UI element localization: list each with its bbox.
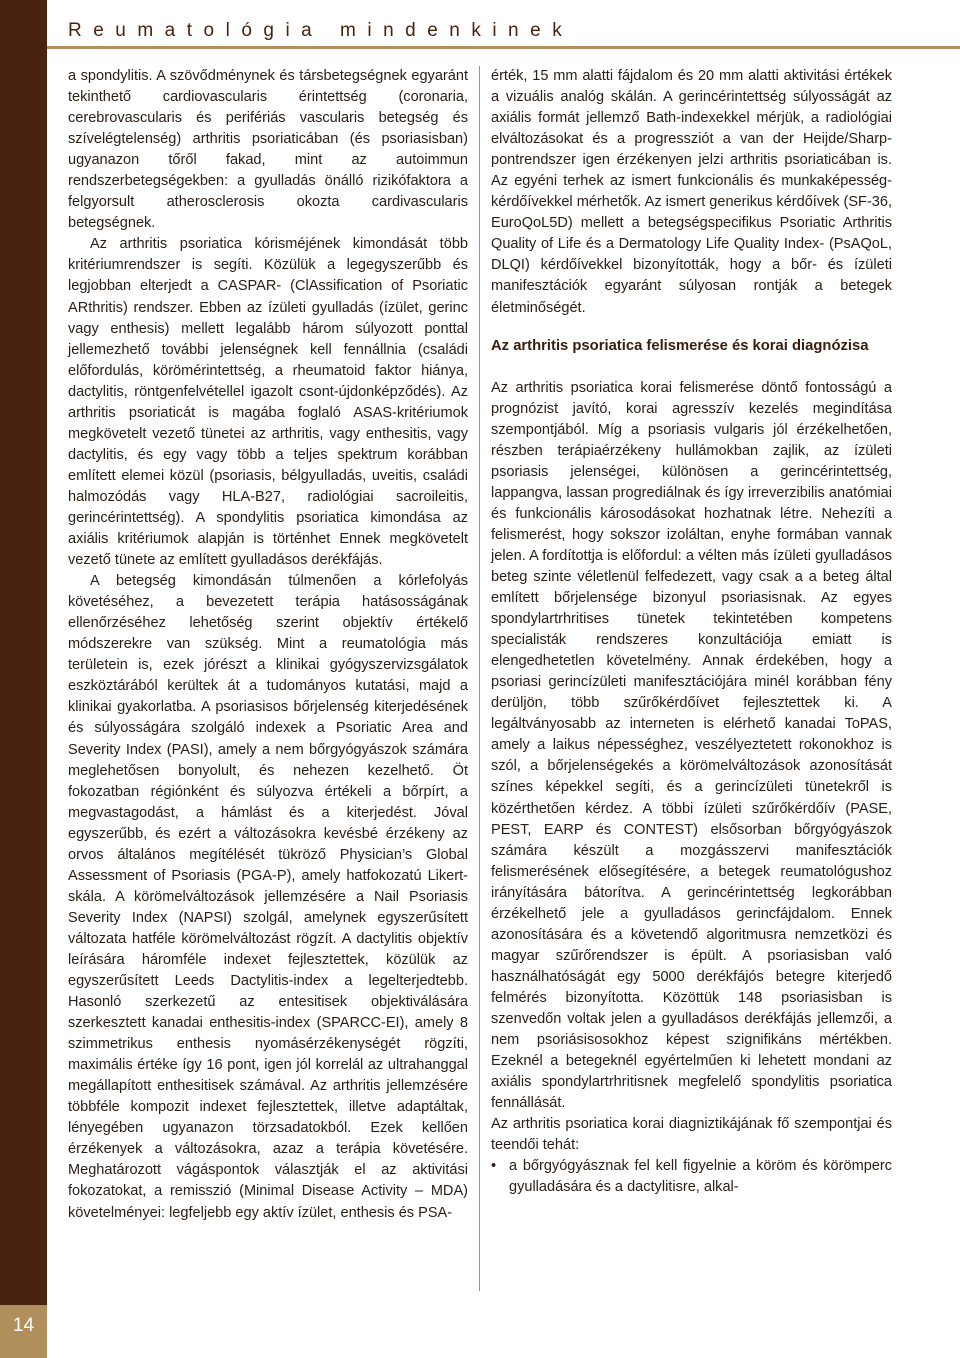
paragraph: A betegség kimondásán túlmenően a kórlefolyás követéséhez, a bevezetett terápia hatásosságának ellenőrzéséhez lehetőség szerint objektív értékelő módszerekre van szükség. Mint a reumatológia más területein is, ezek jórészt a klinikai gyógyszervizsgálatok eszköztárából kerültek át a tudományos kutatási, majd a klinikai gyakorlatba. A psoriasisos bőrjelenség kiterjedésének és súlyosságára szolgáló indexek a Psoriatic Area and Severity Index (PASI), amely a nem bőrgyógyászok számára meglehetősen bonyolult, és nehezen kezelhető. Öt fokozatban régiónként és súlyozva értékeli a bőrpírt, a megvastagodást, a hámlást és a kiterjedést. Jóval egyszerűbb, és ezért a változásokra kevésbé érzékeny az orvos általános megítélését tükröző Physician’s Global Assessment of Psoriasis (PGA-P), amely hatfokozatú Likert-skála. A körömelváltozások jellemzésére a Nail Psoriasis Severity Index (NAPSI) szolgál, amelynek egyszerűsített változata hatféle körömelváltozást rögzít. A dactylitis objektív leírására háromféle indexet fejlesztettek, közülük az egyszerűsített Leeds Dactylitis-index a legelterjedtebb. Hasonló szerkezetű az entesitisek objektiválására szerkesztett kanadai enthesitis-index (SPARCC-EI), amely 8 szimmetrikus enthesis nyomásérzékenységét rögzíti, maximális értéke így 16 pont, igen jól korrelál az ultrahanggal megállapított enthesitisek számával. Az arthritis jellemzésére többféle kompozit indexet fejlesztettek, illetve adaptáltak, lényegében ugyanazon törzsadatokból. Ezek kellően érzékenyek a változásokra, azaz a terápia követésére. Meghatározott vágáspontok választják el az aktivitási fokozatokat, a remisszió (Minimal Disease Activity – MDA) követelményei: legfeljebb egy aktív ízület, enthesis és PSA- — [68, 573, 468, 1221]
bullet-item — [491, 1156, 892, 1198]
paragraph: Az arthritis psoriatica korai felismerése döntő fontosságú a prognózist javító, korai agresszív kezelés megindítása szempontjából. Míg a psoriasis vulgaris jól érzékelhetően, részben terápiaérzékeny hullámokban zajlik, az ízületi psoriasis jelenségei, különösen a gerincérintettség, lappangva, lassan progrediálnak és így irreverzibilis anatómiai és funkcionális károsodásokat hozhatnak létre. Nehezíti a felismerést, hogy sokszor izoláltan, enyhe formában vannak jelen. A fordítottja is előfordul: a vélten más ízületi gyulladásos beteg szinte véletlenül felfedezett, vagy csak a a beteg által említett bőrjelensége bizonyul psoriasisnak. Az egyes spondylartrhritises tünetek tekintetében kompetens specialisták rendszeres konzultációja emiatt is elengedhetetlen követelmény. Annak érdekében, hogy a psoriasi gerincízületi manifesztációjára minél korábban fény derüljön, több szűrőkérdőívet fejlesztettek ki. A legáltványosabb az interneten is elérhető kanadai ToPAS, amely a laikus népességhez, veszélyeztetett rokonokhoz is szól, a bőrjelenségekés a körömelváltozások azonosítását színes képekkel segíti, és a gerincízületi tünetekről is közérthetően kérdez. A többi ízületi szűrőkérdőív (PASE, PEST, EARP és CONTEST) elsősorban bőrgyógyászok számára készült a mozgásszervi manifesztációk felismerésének elősegítésére, a betegek reumatológushoz irányítására bátorítva. A gerincérintettség legkorábban érzékelhető jele a gyulladásos gerincfájdalom. Ennek azonosítására és a követendő algoritmusra nemzetközi és magyar szűrőrendszer is épült. A psoriasisban való használhatóságát egy 5000 derékfájós betegre kiterjedő felmérés bizonyította. Közöttük 148 psoriasisban is szenvedőn voltak jelen a gyulladásos derékfájás jellemzői, a nem psoriásisosokhoz képest szignifikáns mértékben. Ezeknél a betegeknél egyértelműen ki lehetett mondani az axiális spondylartrhritisnek megfelelő spondylitis psoriatica fennállását. — [491, 379, 892, 1112]
bullet-text: a bőrgyógyásznak fel kell figyelnie a köröm és körömperc gyulladására és a dactylitisre, alkal- — [509, 1158, 892, 1196]
bullet-dot: • — [491, 1158, 497, 1175]
right-column — [491, 66, 892, 1198]
page-number: 14 — [12, 1315, 35, 1336]
column-divider — [479, 66, 480, 1291]
paragraph: érték, 15 mm alatti fájdalom és 20 mm alatti aktivitási értékek a vizuális analóg skálán. A gerincérintettség súlyosságát az axiális formát jellemző Bath-indexekkel mérjük, a radiológiai elváltozásokat és a progressziót a van der Heijde/Sharp-pontrendszer igen érzékenyen jelzi arthritis psoriaticában is. Az egyéni terhek az ismert funkcionális és munkaképesség-kérdőívekkel mérhetők. Az ismert generikus kérdőívek (SF-36, EuroQoL5D) mellett a betegségspecifikus Psoriatic Arthritis Quality of Life és a Dermatology Life Quality Index- (PsAQoL, DLQI) kérdőívekkel bizonyították, hogy a bőr- és ízületi manifesztációk egyaránt súlyosan rontják a betegek életminőségét. — [491, 68, 893, 316]
sidebar-band — [0, 0, 47, 1305]
paragraph: Az arthritis psoriatica kórisméjének kimondását több kritériumrendszer is segíti. Közülük a legegyszerűbb és legjobban elterjedt a CASPAR- (ClAssification of Psoriatic ARthritis) rendszer. Ebben az ízületi gyulladás (ízület, gerinc vagy enthesis) mellett legalább három súlyozott ponttal jellemezhető további jelenségnek kell fennállnia (családi előfordulás, körömérintettség, a rheumatoid faktor hiánya, dactylitis, röntgenfelvétellel igazolt csont-újdonképződés). Az arthritis psoriaticát is magába foglaló ASAS-kritériumok megkövetelt vezető tünetei az arthritis, vagy enthesitis, vagy dactylitis, és egy vagy több a teljes spektrum korábban említett elemei közül (psoriasis, bélgyulladás, uveitis, családi halmozódás vagy HLA-B27, radiológiai sacroileitis, gerincérintettség). A spondylitis psoriatica kimondása az axiális kritériumok alapján is történhet Ennek megkövetelt vezető tünete az említett gyulladásos derékfájás. — [68, 236, 468, 569]
paragraph: a spondylitis. A szövődménynek és társbetegségnek egyaránt tekinthető cardiovascularis érintettség (coronaria, cerebrovascularis és perifériás vascularis betegség és szívelégtelenség) arthritis psoriaticában (és psoriasisban) ugyanazon tőről fakad, mint az autoimmun rendszerbetegségekben: a gyulladás önálló rizikófaktora a felgyorsult atherosclerosis okozta cardivascularis betegségnek. — [68, 68, 468, 232]
left-column — [68, 66, 468, 1224]
header-rule — [47, 46, 960, 49]
paragraph: Az arthritis psoriatica korai diagniztikájának fő szempontjai és teendői tehát: — [491, 1116, 892, 1154]
running-header: Reumatológia mindenkinek — [68, 20, 574, 41]
section-heading: Az arthritis psoriatica felismerése és korai diagnózisa — [491, 337, 869, 354]
